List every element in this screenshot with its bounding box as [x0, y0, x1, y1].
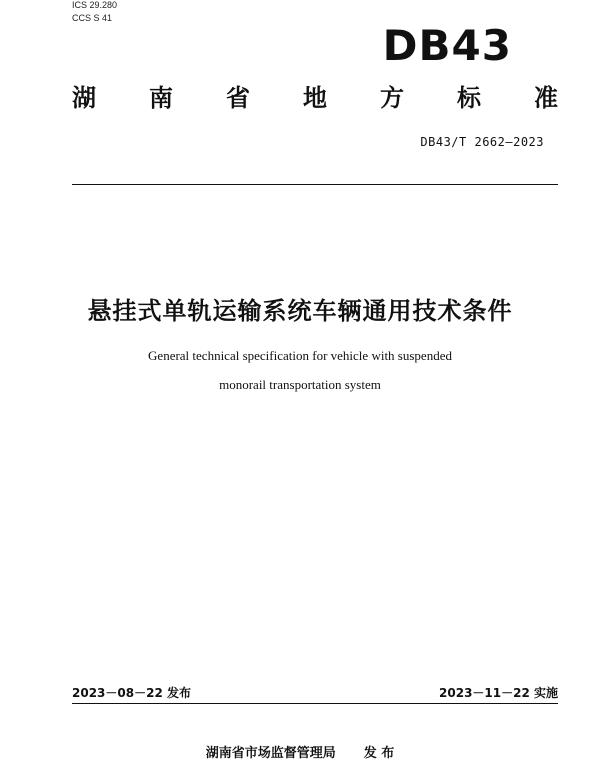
implement-date: 2023－11－22 实施 — [439, 686, 558, 700]
standard-type-heading — [72, 82, 558, 114]
chinese-title: 悬挂式单轨运输系统车辆通用技术条件 — [87, 297, 513, 325]
standard-type-char: 湖 — [72, 84, 96, 112]
standard-type-char: 地 — [303, 84, 327, 112]
ccs-code: CCS S 41 — [72, 13, 113, 23]
publish-date: 2023－08－22 发布 — [72, 686, 191, 700]
top-divider — [72, 184, 558, 185]
english-title-line-1: General technical specification for vehicle with suspended — [148, 348, 452, 363]
standard-type-char: 南 — [149, 84, 173, 112]
standard-code: DB43/T 2662—2023 — [420, 135, 544, 149]
issuer-action: 发 布 — [363, 746, 395, 761]
standard-type-char: 准 — [534, 84, 558, 112]
issuer-line — [0, 745, 600, 763]
issuer-name: 湖南省市场监督管理局 — [205, 746, 336, 761]
standard-type-char: 方 — [380, 84, 404, 112]
standard-type-char: 省 — [226, 84, 250, 112]
standard-type-char: 标 — [457, 84, 481, 112]
ics-code: ICS 29.280 — [72, 0, 118, 10]
bottom-divider — [72, 703, 558, 704]
english-title-line-2: monorail transportation system — [219, 377, 381, 392]
db43-logo: DB43 — [382, 21, 512, 70]
